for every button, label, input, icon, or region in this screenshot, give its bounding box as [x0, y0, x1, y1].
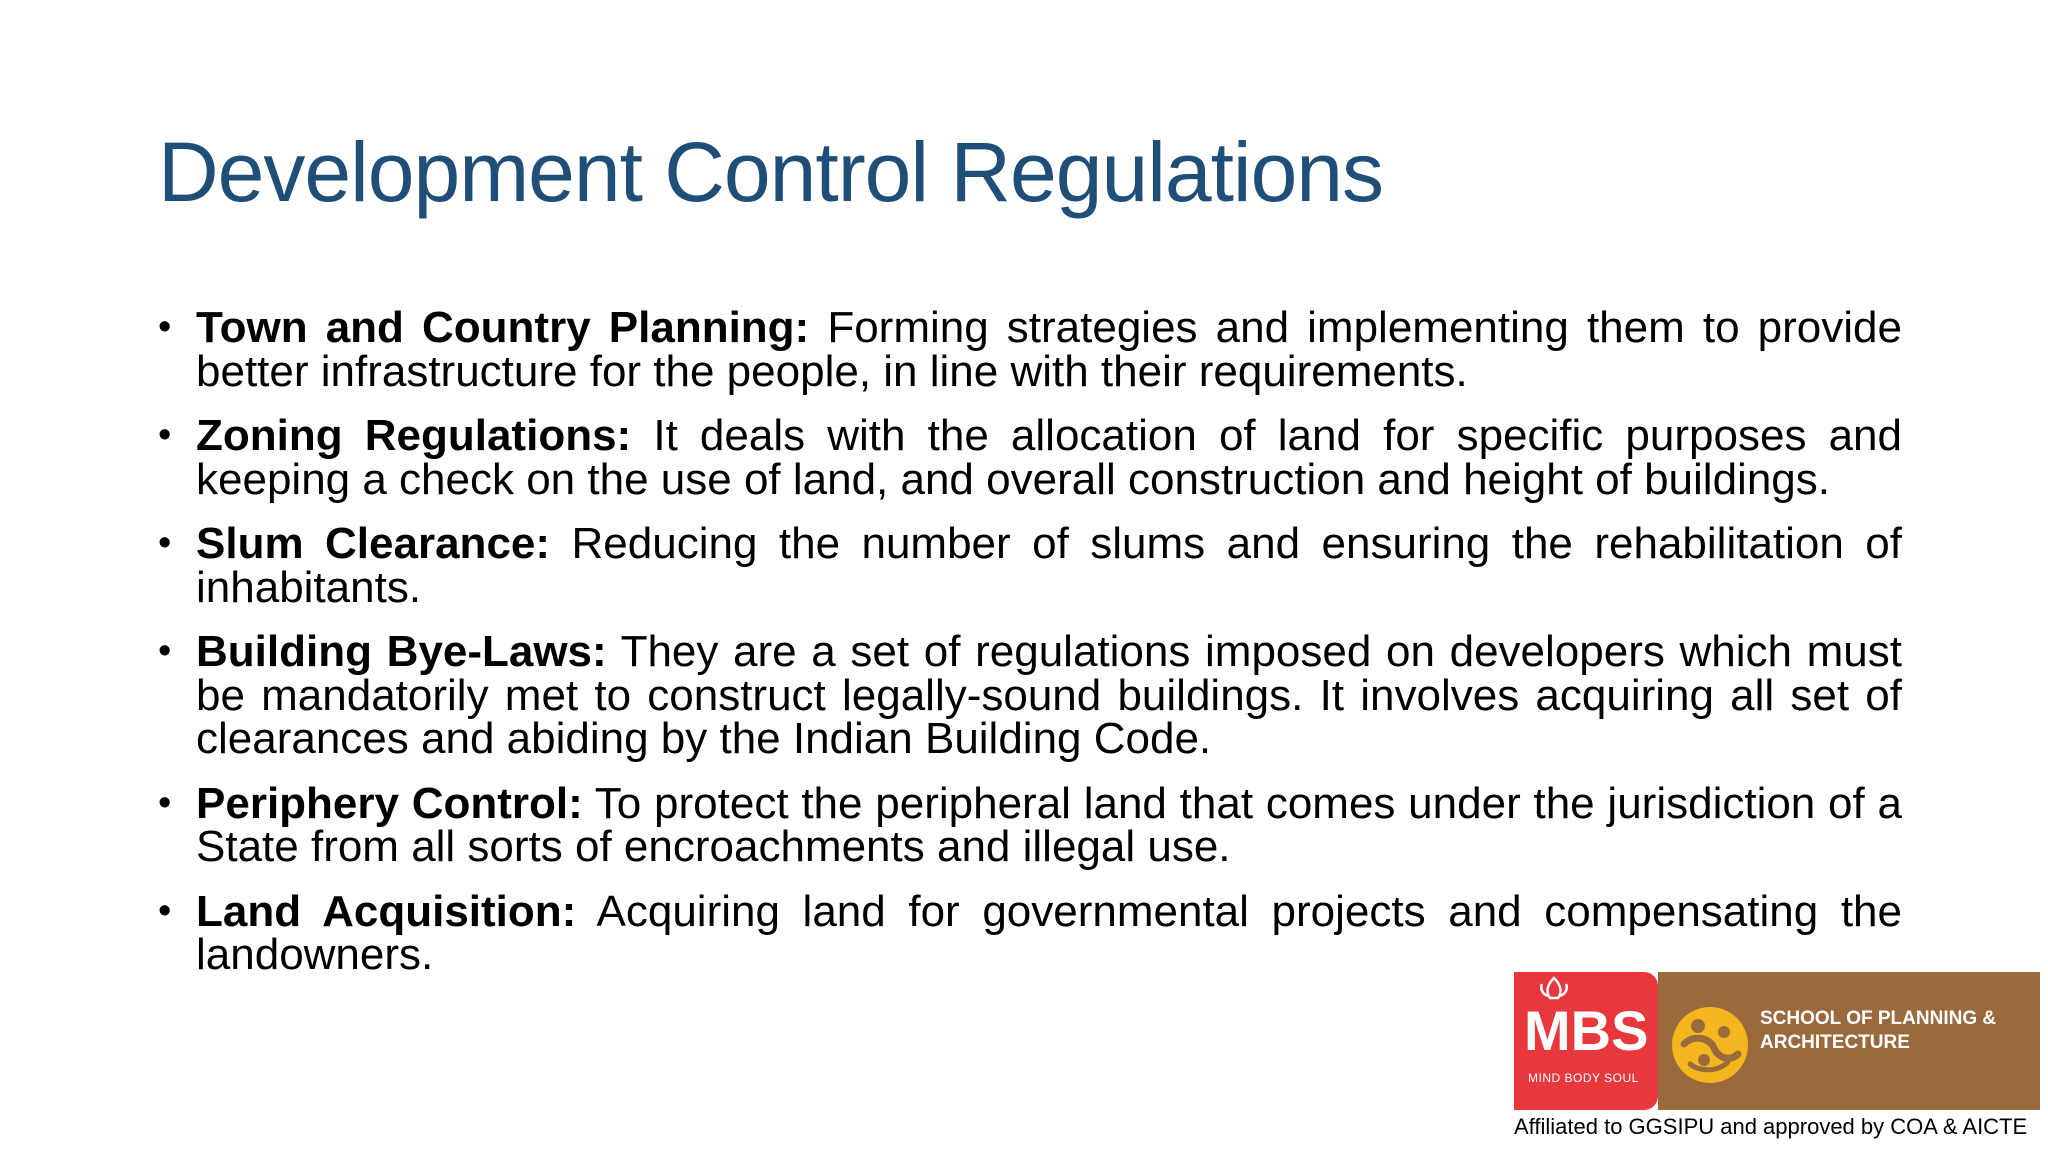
school-name-line2: ARCHITECTURE — [1760, 1032, 1910, 1053]
bullet-zoning-regulations — [158, 411, 1902, 504]
bullet-term: Zoning Regulations: — [196, 411, 632, 460]
bullet-term: Slum Clearance: — [196, 519, 551, 568]
bullet-list — [158, 303, 1903, 998]
bullet-land-acquisition — [158, 886, 1903, 979]
institution-logo — [1514, 972, 2040, 1110]
school-emblem-icon — [1672, 1007, 1748, 1083]
bullet-text: Acquiring land for governmental projects and compensating the landowners. — [196, 886, 1903, 979]
bullet-building-bye-laws — [158, 627, 1903, 763]
bullet-icon: • — [158, 889, 172, 932]
mbs-tagline: MIND BODY SOUL — [1528, 1071, 1639, 1085]
bullet-term: Town and Country Planning: — [196, 303, 810, 352]
bullet-slum-clearance — [158, 519, 1902, 612]
bullet-term: Building Bye-Laws: — [196, 627, 607, 676]
bullet-text: Reducing the number of slums and ensuring the rehabilitation of inhabitants. — [196, 519, 1902, 612]
school-name-line1: SCHOOL OF PLANNING & — [1760, 1008, 1997, 1029]
bullet-icon: • — [158, 414, 172, 456]
bullet-periphery-control — [158, 778, 1902, 871]
logo-graphic — [1514, 972, 2040, 1110]
bullet-icon: • — [158, 522, 172, 564]
school-panel-edge-right — [2014, 972, 2040, 1110]
affiliation-footer: Affiliated to GGSIPU and approved by COA & AICTE — [1514, 1114, 2028, 1139]
bullet-text: Forming strategies and implementing them to provide better infrastructure for the people, in line with their requirements. — [196, 303, 1902, 396]
bullet-term: Periphery Control: — [196, 778, 583, 828]
bullet-icon: • — [158, 630, 172, 672]
mbs-logo-text: MBS — [1524, 999, 1649, 1062]
bullet-text: They are a set of regulations imposed on developers which must be mandatorily met to construct legally-sound buildings. It involves acquiring all set of clearances and abiding by the Indian Building Code. — [196, 627, 1903, 763]
bullet-text: To protect the peripheral land that comes under the jurisdiction of a State from all sorts of encroachments and illegal use. — [196, 778, 1902, 871]
bullet-town-country-planning — [158, 303, 1902, 396]
bullet-text: It deals with the allocation of land for specific purposes and keeping a check on the use of land, and overall construction and height of buildings. — [196, 411, 1902, 504]
bullet-icon: • — [158, 306, 172, 348]
bullet-icon: • — [158, 781, 172, 824]
bullet-term: Land Acquisition: — [196, 886, 577, 936]
slide-title: Development Control Regulations — [158, 125, 1384, 219]
